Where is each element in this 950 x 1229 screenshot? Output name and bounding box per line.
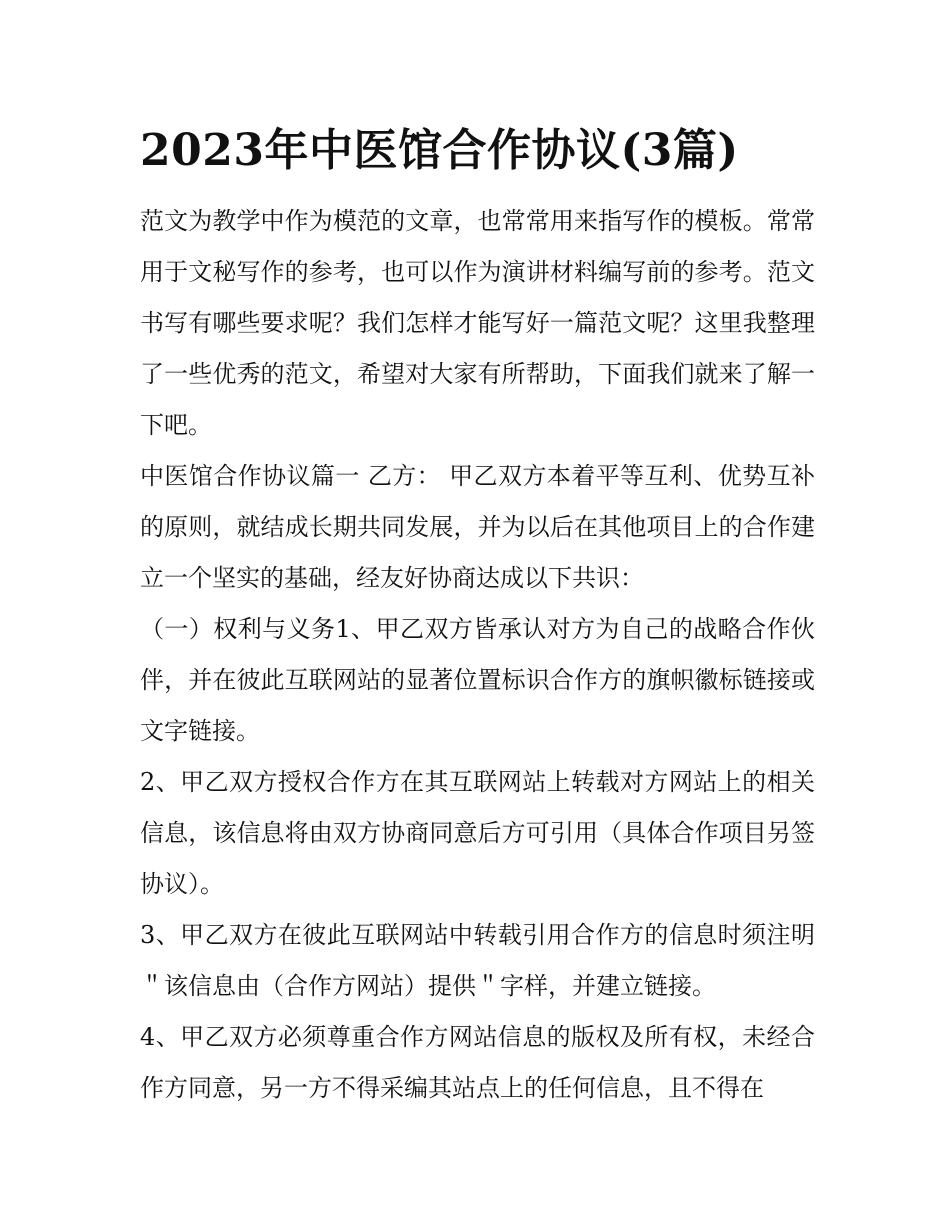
paragraph-rights-obligations-1: （一）权利与义务1、甲乙双方皆承认对方为自己的战略合作伙伴，并在彼此互联网站的显著位置标识合作方的旗帜徽标链接或文字链接。: [140, 615, 815, 745]
paragraph-intro: 范文为教学中作为模范的文章，也常常用来指写作的模板。常常用于文秘写作的参考，也可以作为演讲材料编写前的参考。范文书写有哪些要求呢？我们怎样才能写好一篇范文呢？这里我整理了一些优秀的范文，希望对大家有所帮助，下面我们就来了解一下吧。: [140, 207, 815, 439]
document-content: [140, 120, 815, 1114]
paragraph-clause-3: 3、甲乙双方在彼此互联网站中转载引用合作方的信息时须注明＂该信息由（合作方网站）提供＂字样，并建立链接。: [140, 921, 815, 1000]
document-title: 2023年中医馆合作协议(3篇): [140, 125, 739, 176]
paragraph-agreement-preamble: 中医馆合作协议篇一 乙方： 甲乙双方本着平等互利、优势互补的原则，就结成长期共同发展，并为以后在其他项目上的合作建立一个坚实的基础，经友好协商达成以下共识：: [140, 462, 815, 592]
paragraph-clause-2: 2、甲乙双方授权合作方在其互联网站上转载对方网站上的相关信息，该信息将由双方协商同意后方可引用（具体合作项目另签协议）。: [140, 768, 815, 898]
paragraph-clause-4: 4、甲乙双方必须尊重合作方网站信息的版权及所有权，未经合作方同意，另一方不得采编其站点上的任何信息，且不得在: [140, 1023, 815, 1102]
